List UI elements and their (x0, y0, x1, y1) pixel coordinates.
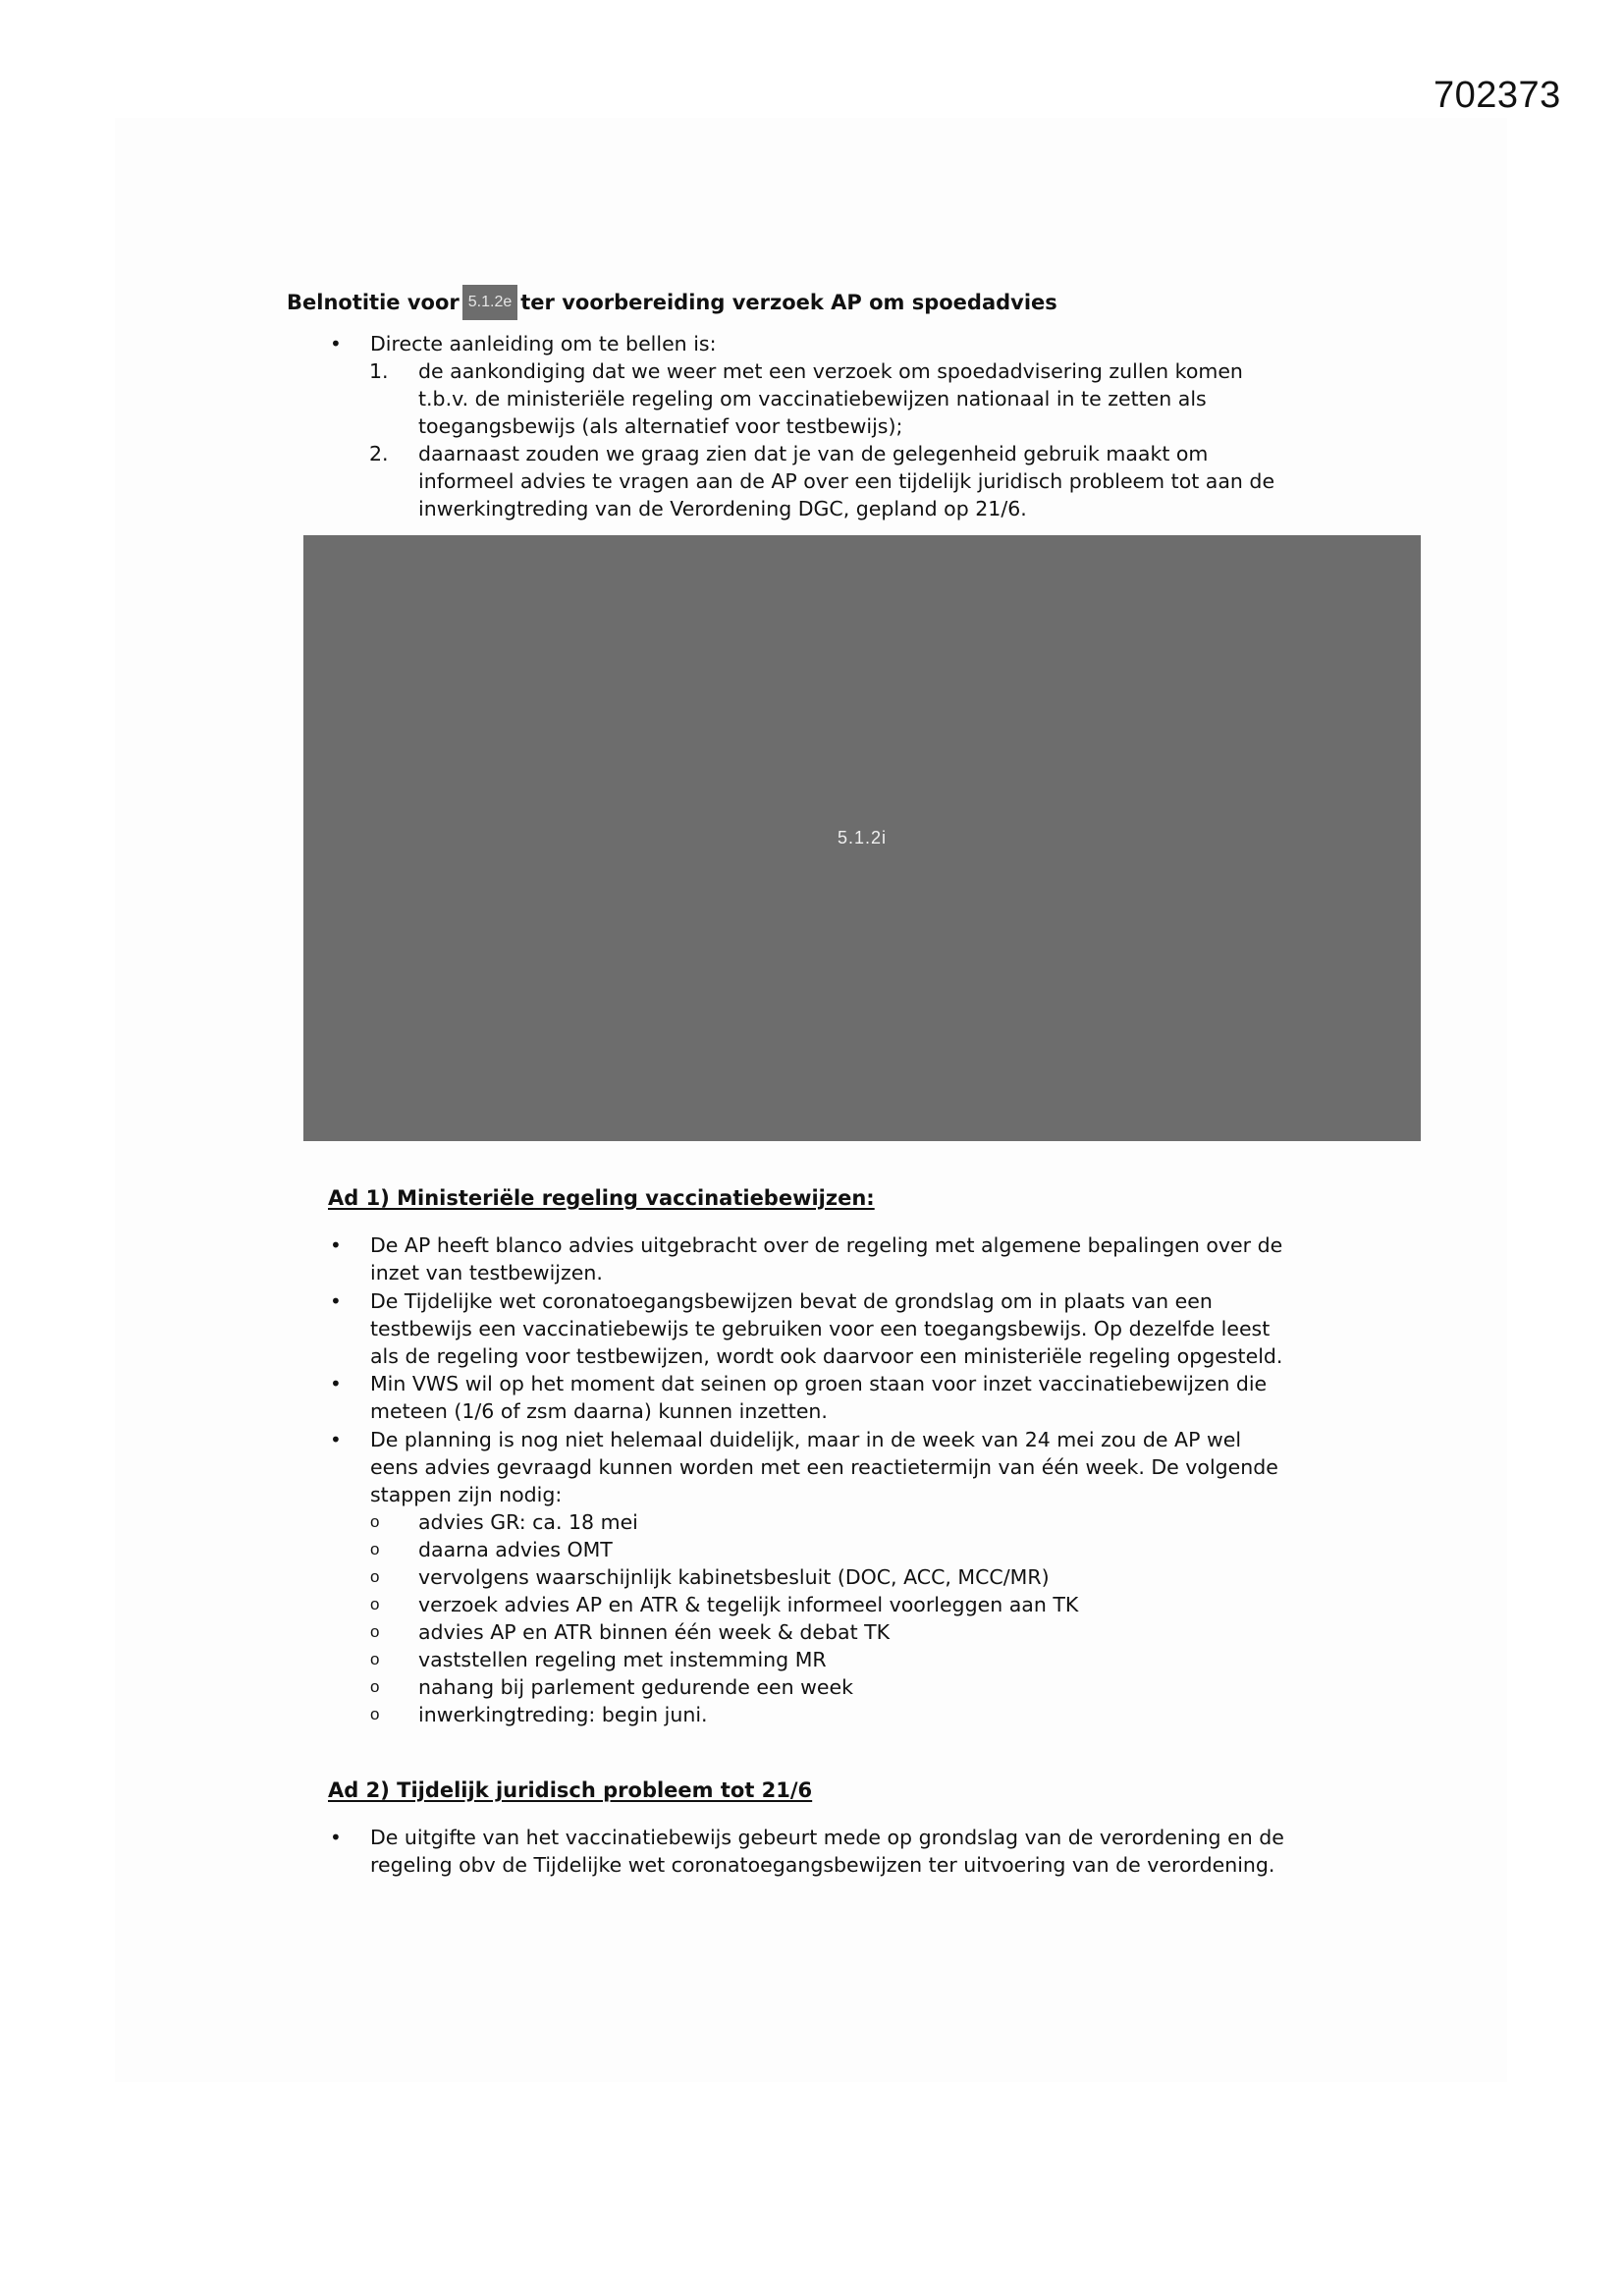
circle-bullet-icon: o (370, 1622, 380, 1641)
s2-bullet-1-line-1: De uitgifte van het vaccinatiebewijs gebeurt mede op grondslag van de verordening en de (370, 1826, 1284, 1849)
item-number: 2. (369, 442, 389, 465)
circle-bullet-icon: o (370, 1650, 380, 1668)
s1-bullet-2-line-3: als de regeling voor testbewijzen, wordt ook daarvoor een ministeriële regeling opgesteld. (370, 1344, 1283, 1368)
intro-bullet-text: Directe aanleiding om te bellen is: (370, 332, 717, 355)
step-item: verzoek advies AP en ATR & tegelijk informeel voorleggen aan TK (418, 1593, 1079, 1616)
s1-bullet-4-line-1: De planning is nog niet helemaal duidelijk, maar in de week van 24 mei zou de AP wel (370, 1428, 1242, 1451)
redaction-block (303, 535, 1421, 1141)
circle-bullet-icon: o (370, 1540, 380, 1558)
circle-bullet-icon: o (370, 1512, 380, 1531)
circle-bullet-icon: o (370, 1567, 380, 1586)
bullet-icon: • (330, 1372, 342, 1395)
section-1-heading: Ad 1) Ministeriële regeling vaccinatiebewijzen: (328, 1186, 875, 1210)
s1-bullet-1-line-1: De AP heeft blanco advies uitgebracht over de regeling met algemene bepalingen over de (370, 1233, 1283, 1257)
title-suffix: ter voorbereiding verzoek AP om spoedadvies (520, 291, 1057, 314)
bullet-icon: • (330, 1289, 342, 1313)
bullet-icon: • (330, 332, 342, 355)
s2-bullet-1-line-2: regeling obv de Tijdelijke wet coronatoegangsbewijzen ter uitvoering van de verordening. (370, 1853, 1275, 1877)
circle-bullet-icon: o (370, 1595, 380, 1613)
section-2-heading: Ad 2) Tijdelijk juridisch probleem tot 21/6 (328, 1778, 813, 1802)
step-item: nahang bij parlement gedurende een week (418, 1675, 853, 1699)
title-prefix: Belnotitie voor (287, 291, 460, 314)
s1-bullet-2-line-1: De Tijdelijke wet coronatoegangsbewijzen bevat de grondslag om in plaats van een (370, 1289, 1213, 1313)
step-item: advies AP en ATR binnen één week & debat TK (418, 1620, 891, 1644)
s1-bullet-1-line-2: inzet van testbewijzen. (370, 1261, 603, 1285)
step-item: advies GR: ca. 18 mei (418, 1510, 638, 1534)
circle-bullet-icon: o (370, 1705, 380, 1723)
inline-redaction: 5.1.2e (462, 285, 517, 320)
s1-bullet-3-line-2: meteen (1/6 of zsm daarna) kunnen inzetten. (370, 1399, 828, 1423)
bullet-icon: • (330, 1826, 342, 1849)
step-item: vaststellen regeling met instemming MR (418, 1648, 827, 1671)
bullet-icon: • (330, 1428, 342, 1451)
step-item: daarna advies OMT (418, 1538, 613, 1561)
redaction-label: 5.1.2i (837, 828, 888, 847)
item-number: 1. (369, 359, 389, 383)
item-2-line-1: daarnaast zouden we graag zien dat je van de gelegenheid gebruik maakt om (418, 442, 1209, 465)
s1-bullet-3-line-1: Min VWS wil op het moment dat seinen op groen staan voor inzet vaccinatiebewijzen die (370, 1372, 1268, 1395)
item-1-line-2: t.b.v. de ministeriële regeling om vaccinatiebewijzen nationaal in te zetten als (418, 387, 1207, 410)
item-2-line-3: inwerkingtreding van de Verordening DGC, gepland op 21/6. (418, 497, 1027, 520)
bullet-icon: • (330, 1233, 342, 1257)
item-1-line-1: de aankondiging dat we weer met een verzoek om spoedadvisering zullen komen (418, 359, 1243, 383)
step-item: vervolgens waarschijnlijk kabinetsbesluit (DOC, ACC, MCC/MR) (418, 1565, 1050, 1589)
item-1-line-3: toegangsbewijs (als alternatief voor testbewijs); (418, 414, 903, 438)
s1-bullet-4-line-2: eens advies gevraagd kunnen worden met een reactietermijn van één week. De volgende (370, 1455, 1278, 1479)
page-title (287, 285, 1057, 320)
circle-bullet-icon: o (370, 1677, 380, 1696)
step-item: inwerkingtreding: begin juni. (418, 1703, 708, 1726)
item-2-line-2: informeel advies te vragen aan de AP over een tijdelijk juridisch probleem tot aan de (418, 469, 1275, 493)
document-number: 702373 (1434, 75, 1561, 116)
s1-bullet-2-line-2: testbewijs een vaccinatiebewijs te gebruiken voor een toegangsbewijs. Op dezelfde leest (370, 1317, 1271, 1340)
s1-bullet-4-line-3: stappen zijn nodig: (370, 1483, 563, 1506)
